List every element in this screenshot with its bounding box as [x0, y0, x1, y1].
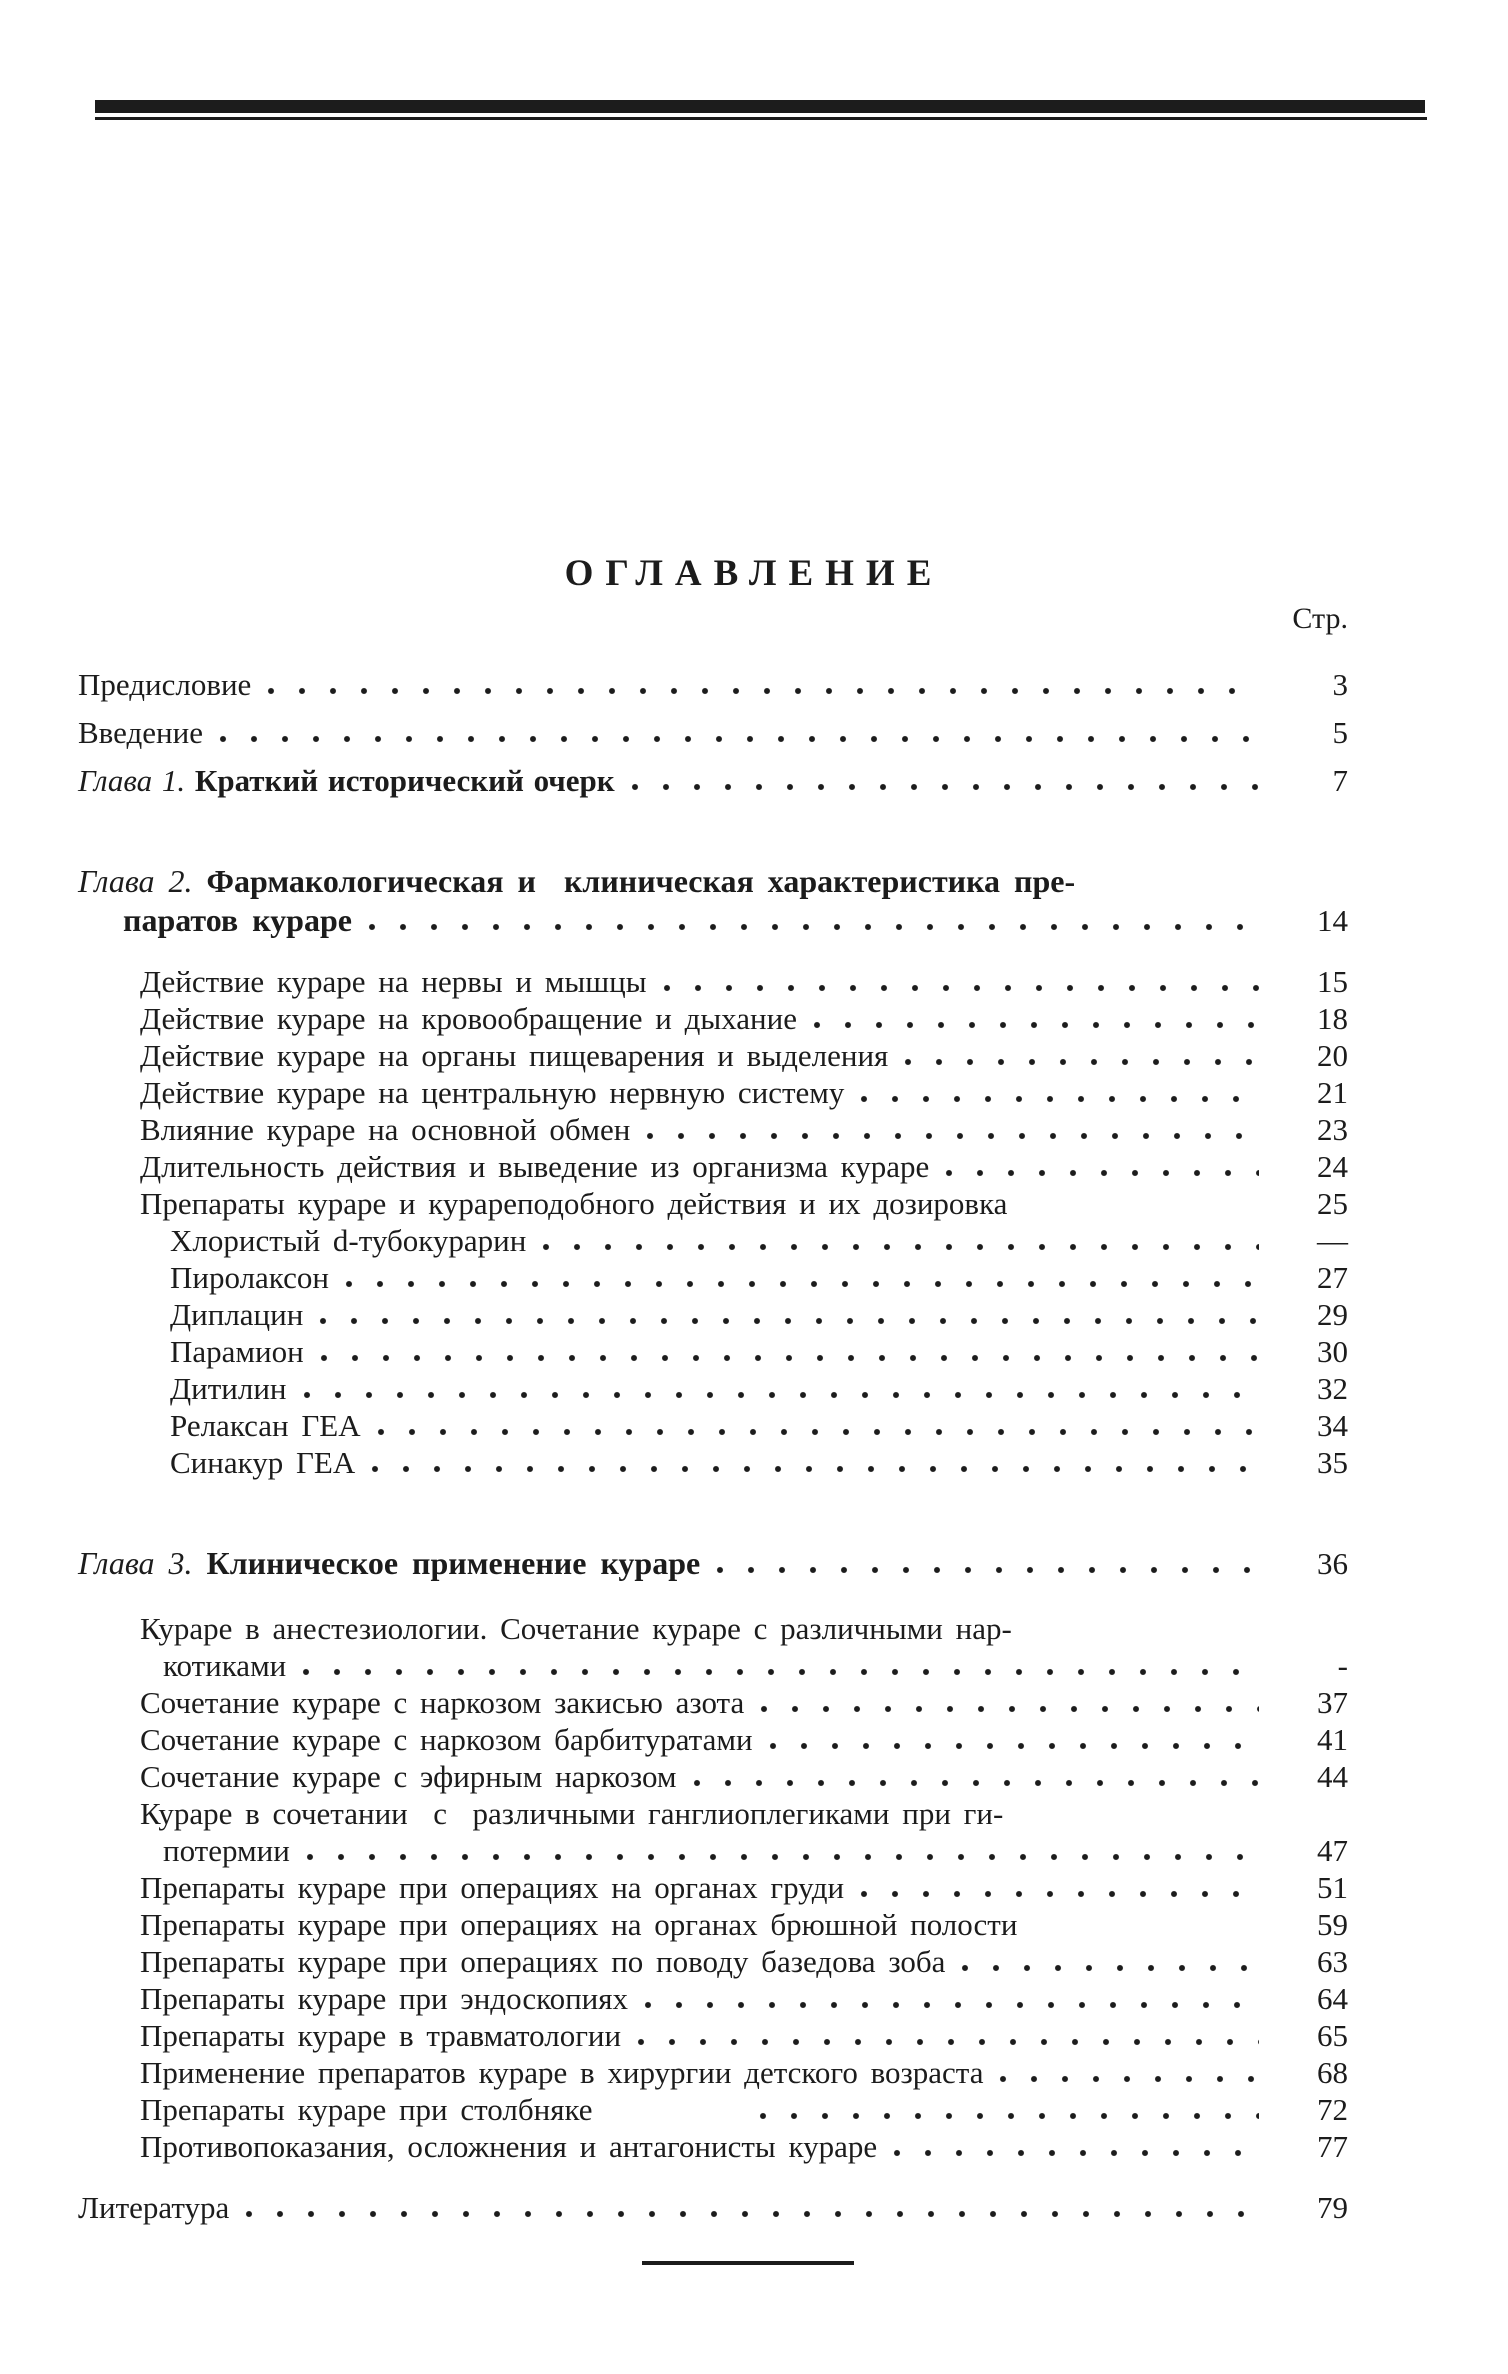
toc-row — [78, 1684, 1348, 1721]
toc-entry-part: Введение — [78, 715, 203, 750]
toc-page-number: 59 — [1317, 1907, 1348, 1942]
toc-entry-part: паратов кураре — [123, 902, 352, 938]
toc-row — [78, 863, 1348, 900]
toc-row — [78, 1869, 1348, 1906]
toc-page-number: 35 — [1317, 1445, 1348, 1480]
toc-entry-part: Сочетание кураре с наркозом закисью азота — [140, 1685, 745, 1720]
toc-entry-part: Длительность действия и выведение из организма кураре — [140, 1149, 930, 1184]
toc-entry-part: Препараты кураре при столбняке — [140, 2092, 593, 2127]
toc-page-number: 27 — [1317, 1260, 1348, 1295]
toc-page-number: 32 — [1317, 1371, 1348, 1406]
toc-entry-text — [140, 1074, 844, 1111]
toc-row — [78, 2128, 1348, 2165]
toc-row — [78, 762, 1348, 799]
toc-row — [78, 2017, 1348, 2054]
dot-leader — [693, 1779, 1259, 1787]
toc-entry-text — [140, 2054, 983, 2091]
toc-row — [78, 1370, 1348, 1407]
toc-entry-part: Действие кураре на нервы и мышцы — [140, 964, 647, 999]
toc-entry-text — [140, 1037, 888, 1074]
toc-entry-text — [123, 902, 352, 939]
toc-entry-part: Сочетание кураре с наркозом барбитуратами — [140, 1722, 753, 1757]
dot-leader — [302, 1668, 1259, 1676]
toc-page-number: 51 — [1317, 1870, 1348, 1905]
dot-leader — [759, 2112, 1259, 2120]
dot-leader — [945, 1169, 1259, 1177]
page-column-header: Стр. — [1292, 602, 1348, 635]
dot-leader — [904, 1058, 1259, 1066]
toc-page-number: 5 — [1332, 715, 1348, 750]
toc-page-number: 79 — [1317, 2190, 1348, 2225]
toc-row — [78, 2054, 1348, 2091]
toc-entry-text — [140, 1943, 945, 1980]
toc-page-number: 24 — [1317, 1149, 1348, 1184]
toc-row — [78, 1943, 1348, 1980]
toc-entry-text — [163, 1832, 290, 1869]
dot-leader — [860, 1095, 1259, 1103]
toc-page-number: 41 — [1317, 1722, 1348, 1757]
dot-leader — [303, 1391, 1259, 1399]
toc-row — [78, 2189, 1348, 2226]
toc-page-number: 3 — [1332, 667, 1348, 702]
toc-entry-text — [140, 1906, 1017, 1943]
toc-row — [78, 1795, 1348, 1832]
toc-entry-part: Диплацин — [170, 1297, 304, 1332]
toc-entry-text — [78, 2189, 229, 2226]
toc-entry-text — [170, 1444, 355, 1481]
toc-page-number: 63 — [1317, 1944, 1348, 1979]
dot-leader — [306, 1853, 1259, 1861]
toc-page-number: 29 — [1317, 1297, 1348, 1332]
toc-entry-text — [140, 1721, 753, 1758]
toc-entry-part: потермии — [163, 1833, 290, 1868]
dot-leader — [646, 1132, 1259, 1140]
toc-entry-text — [78, 1545, 700, 1582]
dot-leader — [631, 783, 1259, 791]
toc-row — [78, 1758, 1348, 1795]
dot-leader — [377, 1428, 1259, 1436]
toc-entry-part: Препараты кураре и курареподобного действия и их дозировка — [140, 1186, 1008, 1221]
toc-row — [78, 1148, 1348, 1185]
toc-entry-text — [140, 1795, 1003, 1832]
toc-page-number: 7 — [1332, 763, 1348, 798]
toc-entry-part: Препараты кураре при эндоскопиях — [140, 1981, 629, 2016]
page-title: ОГЛАВЛЕНИЕ — [564, 553, 944, 594]
toc-page-number: 14 — [1317, 903, 1348, 938]
dot-leader — [961, 1964, 1259, 1972]
toc-entry-text — [170, 1370, 287, 1407]
toc-entry-part: Глава 3. — [78, 1545, 193, 1581]
toc-entry-part: Глава 2. — [78, 863, 193, 899]
toc-entry-part: Действие кураре на органы пищеварения и выделения — [140, 1038, 889, 1073]
toc-entry-text — [78, 714, 203, 751]
toc-entry-part: Фармакологическая и клиническая характеристика пре- — [192, 863, 1076, 899]
toc-entry-part: Пиролаксон — [170, 1260, 329, 1295]
toc-entry-part: Дитилин — [170, 1371, 287, 1406]
toc-entry-text — [78, 666, 251, 703]
dot-leader — [542, 1243, 1259, 1251]
toc-page-number: 18 — [1317, 1001, 1348, 1036]
toc-page-number: 25 — [1317, 1186, 1348, 1221]
header-rule-thin — [95, 117, 1427, 120]
toc-entry-part: Релаксан ГЕА — [170, 1408, 361, 1443]
toc-row — [78, 1610, 1348, 1647]
toc-entry-text — [140, 1148, 929, 1185]
toc-row — [78, 666, 1348, 703]
toc-page-number: 65 — [1317, 2018, 1348, 2053]
toc-page-number: 30 — [1317, 1334, 1348, 1369]
toc-row — [78, 902, 1348, 939]
toc-page-number: 23 — [1317, 1112, 1348, 1147]
toc-page-number: 36 — [1317, 1546, 1348, 1581]
toc-page-number: 20 — [1317, 1038, 1348, 1073]
toc-entry-part: Препараты кураре при операциях по поводу базедова зоба — [140, 1944, 946, 1979]
dot-leader — [716, 1566, 1259, 1574]
toc-row — [78, 1185, 1348, 1222]
toc-entry-part: Действие кураре на кровообращение и дыхание — [140, 1001, 797, 1036]
toc-entry-text — [140, 1610, 1012, 1647]
dot-leader — [860, 1890, 1259, 1898]
toc-entry-text — [170, 1333, 304, 1370]
toc-entry-text — [163, 1647, 286, 1684]
toc-entry-text — [140, 1869, 844, 1906]
toc-page-number: 15 — [1317, 964, 1348, 999]
header-rule-thick — [95, 100, 1425, 113]
toc-entry-part: Хлористый d-тубокурарин — [170, 1223, 527, 1258]
toc-entry-part: Литература — [78, 2190, 230, 2225]
dot-leader — [813, 1021, 1259, 1029]
toc-page-number: 21 — [1317, 1075, 1348, 1110]
toc-entry-part: Сочетание кураре с эфирным наркозом — [140, 1759, 677, 1794]
toc-row — [78, 1222, 1348, 1259]
dot-leader — [893, 2149, 1259, 2157]
toc-entry-text — [140, 1000, 797, 1037]
toc-row — [78, 1000, 1348, 1037]
toc-page-number: 44 — [1317, 1759, 1348, 1794]
toc-page-number: 72 — [1317, 2092, 1348, 2127]
toc-row — [78, 1647, 1348, 1684]
toc-page-number: - — [1337, 1648, 1348, 1683]
toc-entry-text — [140, 1980, 628, 2017]
footer-rule — [642, 2261, 854, 2265]
toc-entry-part: Кураре в анестезиологии. Сочетание кураре с различными нар- — [140, 1611, 1012, 1646]
toc-entry-part: Парамион — [170, 1334, 304, 1369]
toc-entry-part: котиками — [163, 1648, 287, 1683]
toc-entry-part: Синакур ГЕА — [170, 1445, 356, 1480]
toc-entry-part: Краткий исторический очерк — [185, 763, 615, 798]
toc-entry-part: Действие кураре на центральную нервную систему — [140, 1075, 845, 1110]
dot-leader — [267, 687, 1259, 695]
toc-entry-text — [140, 2017, 621, 2054]
toc-entry-text — [140, 963, 647, 1000]
dot-leader — [637, 2038, 1259, 2046]
toc-page-number: — — [1317, 1223, 1348, 1258]
toc-page-number: 77 — [1317, 2129, 1348, 2164]
toc-entry-text — [170, 1259, 329, 1296]
toc-entry-part: Препараты кураре при операциях на органах брюшной полости — [140, 1907, 1018, 1942]
toc-entry-part: Клиническое применение кураре — [192, 1545, 701, 1581]
toc-page-number: 37 — [1317, 1685, 1348, 1720]
dot-leader — [319, 1317, 1259, 1325]
toc-row — [78, 1259, 1348, 1296]
toc-row — [78, 1721, 1348, 1758]
toc-entry-text — [140, 1111, 630, 1148]
toc-entry-part: Противопоказания, осложнения и антагонисты кураре — [140, 2129, 878, 2164]
toc-page-number: 47 — [1317, 1833, 1348, 1868]
toc-row — [78, 1832, 1348, 1869]
dot-leader — [320, 1354, 1259, 1362]
toc-row — [78, 1444, 1348, 1481]
toc-entry-text — [140, 1185, 1007, 1222]
dot-leader — [368, 923, 1259, 931]
toc-entry-part: Предисловие — [78, 667, 252, 702]
toc-row — [78, 1296, 1348, 1333]
toc-row — [78, 1111, 1348, 1148]
dot-leader — [371, 1465, 1259, 1473]
toc-row — [78, 1407, 1348, 1444]
toc-entry-text — [170, 1222, 526, 1259]
toc-entry-part: Влияние кураре на основной обмен — [140, 1112, 631, 1147]
toc-row — [78, 2091, 1348, 2128]
toc-entry-text — [170, 1407, 361, 1444]
toc-row — [78, 1980, 1348, 2017]
toc-list — [78, 650, 1348, 2226]
dot-leader — [219, 735, 1259, 743]
toc-row — [78, 1074, 1348, 1111]
dot-leader — [644, 2001, 1259, 2009]
toc-entry-part: Кураре в сочетании с различными ганглиоплегиками при ги- — [140, 1796, 1004, 1831]
toc-row — [78, 1333, 1348, 1370]
toc-entry-part: Применение препаратов кураре в хирургии детского возраста — [140, 2055, 984, 2090]
toc-entry-text — [140, 1684, 744, 1721]
toc-entry-text — [140, 2091, 593, 2128]
dot-leader — [663, 984, 1259, 992]
toc-page-number: 64 — [1317, 1981, 1348, 2016]
toc-entry-part: Препараты кураре в травматологии — [140, 2018, 622, 2053]
toc-entry-text — [78, 762, 615, 799]
toc-entry-part: Глава 1. — [78, 763, 186, 798]
toc-entry-text — [170, 1296, 303, 1333]
toc-row — [78, 1906, 1348, 1943]
dot-leader — [760, 1705, 1259, 1713]
dot-leader — [999, 2075, 1259, 2083]
dot-leader — [345, 1280, 1259, 1288]
toc-entry-part: Препараты кураре при операциях на органах груди — [140, 1870, 845, 1905]
toc-row — [78, 1037, 1348, 1074]
toc-row — [78, 714, 1348, 751]
toc-row — [78, 1545, 1348, 1582]
toc-entry-text — [140, 2128, 877, 2165]
toc-page-number: 34 — [1317, 1408, 1348, 1443]
dot-leader — [769, 1742, 1259, 1750]
toc-row — [78, 963, 1348, 1000]
dot-leader — [245, 2210, 1259, 2218]
toc-entry-text — [78, 863, 1075, 900]
toc-page-number: 68 — [1317, 2055, 1348, 2090]
toc-entry-text — [140, 1758, 677, 1795]
